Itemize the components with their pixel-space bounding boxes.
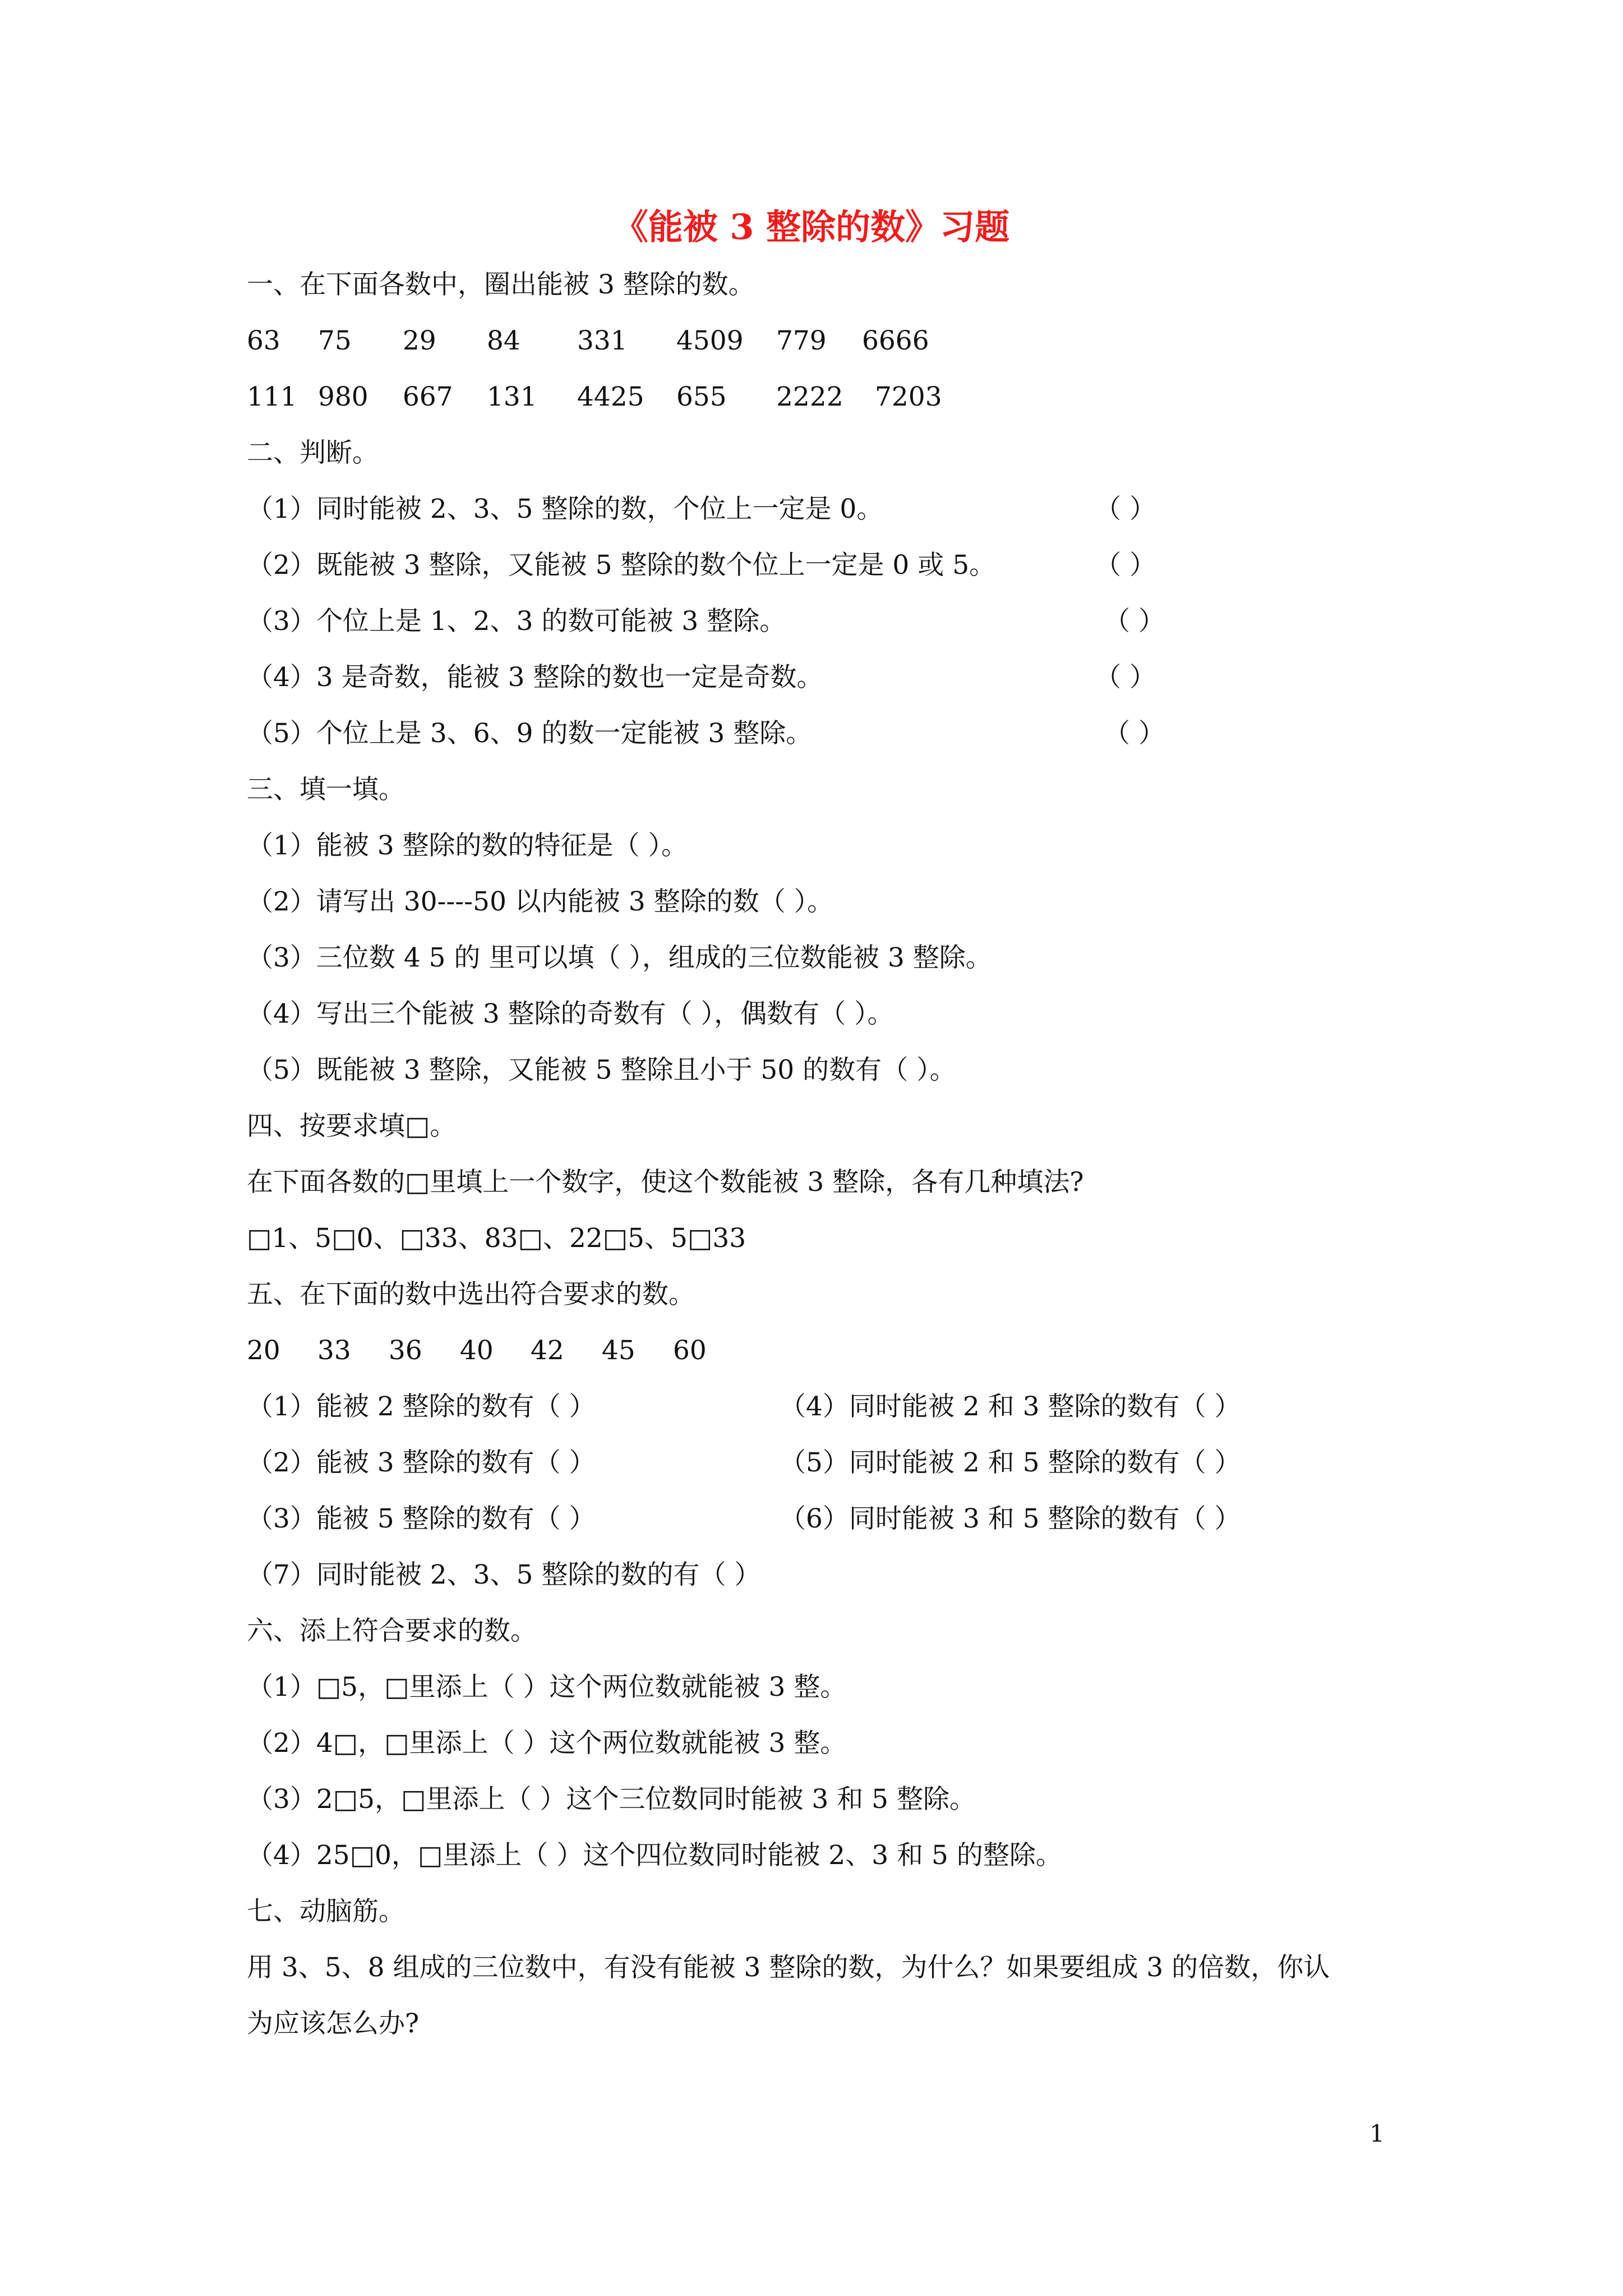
add-item-2: （2）4□，□里添上（ ）这个两位数就能被 3 整。	[247, 1728, 847, 1759]
number-item: 45	[602, 1335, 635, 1366]
page-title: 《能被 3 整除的数》习题	[613, 206, 1010, 247]
select-item-2: （2）能被 3 整除的数有（ ）	[247, 1447, 596, 1478]
section-4-instruction: 在下面各数的□里填上一个数字，使这个数能被 3 整除，各有几种填法?	[247, 1167, 1084, 1198]
fill-item-4: （4）写出三个能被 3 整除的奇数有（ ），偶数有（ ）。	[247, 999, 894, 1029]
fill-item-5: （5）既能被 3 整除，又能被 5 整除且小于 50 的数有（ ）。	[247, 1055, 956, 1085]
answer-parentheses: （ ）	[1095, 550, 1156, 581]
number-item: 667	[403, 381, 453, 412]
add-item-1: （1）□5，□里添上（ ）这个两位数就能被 3 整。	[247, 1672, 847, 1703]
fill-item-3: （3）三位数 4 5 的 里可以填（ ），组成的三位数能被 3 整除。	[247, 942, 992, 973]
number-item: 7203	[875, 381, 942, 412]
add-item-3: （3）2□5，□里添上（ ）这个三位数同时能被 3 和 5 整除。	[247, 1784, 976, 1815]
select-item-6: （6）同时能被 3 和 5 整除的数有（ ）	[780, 1503, 1241, 1534]
section-4-numbers: □1、5□0、□33、83□、22□5、5□33	[247, 1223, 746, 1254]
number-item: 4425	[577, 381, 644, 412]
section-3-heading: 三、填一填。	[247, 774, 405, 805]
select-item-7: （7）同时能被 2、3、5 整除的数的有（ ）	[247, 1559, 761, 1590]
number-item: 655	[676, 381, 727, 412]
judgement-item-2: （2）既能被 3 整除，又能被 5 整除的数个位上一定是 0 或 5。	[247, 550, 996, 581]
number-item: 779	[776, 325, 827, 356]
judgement-item-5: （5）个位上是 3、6、9 的数一定能被 3 整除。	[247, 718, 813, 749]
select-item-1: （1）能被 2 整除的数有（ ）	[247, 1391, 596, 1422]
answer-parentheses: （ ）	[1095, 494, 1156, 524]
number-item: 131	[487, 381, 537, 412]
fill-item-2: （2）请写出 30----50 以内能被 3 整除的数（ ）。	[247, 886, 834, 917]
judgement-item-4: （4）3 是奇数，能被 3 整除的数也一定是奇数。	[247, 662, 823, 693]
fill-item-1: （1）能被 3 整除的数的特征是（ ）。	[247, 830, 688, 861]
section-7-heading: 七、动脑筋。	[247, 1896, 405, 1927]
number-item: 29	[403, 325, 436, 356]
add-item-4: （4）25□0，□里添上（ ）这个四位数同时能被 2、3 和 5 的整除。	[247, 1840, 1062, 1871]
section-7-question-line-1: 用 3、5、8 组成的三位数中，有没有能被 3 整除的数，为什么？如果要组成 3 的倍数，你认	[247, 1952, 1330, 1983]
select-item-5: （5）同时能被 2 和 5 整除的数有（ ）	[780, 1447, 1241, 1478]
answer-parentheses: （ ）	[1104, 606, 1165, 637]
section-1-heading: 一、在下面各数中，圈出能被 3 整除的数。	[247, 269, 755, 300]
number-item: 2222	[776, 381, 843, 412]
number-item: 63	[247, 325, 280, 356]
number-item: 980	[318, 381, 368, 412]
select-item-4: （4）同时能被 2 和 3 整除的数有（ ）	[780, 1391, 1241, 1422]
select-item-3: （3）能被 5 整除的数有（ ）	[247, 1503, 596, 1534]
section-7-question-line-2: 为应该怎么办?	[247, 2008, 419, 2039]
number-item: 60	[673, 1335, 707, 1366]
number-item: 84	[487, 325, 520, 356]
number-item: 331	[577, 325, 628, 356]
section-4-heading: 四、按要求填□。	[247, 1111, 457, 1142]
number-item: 6666	[862, 325, 929, 356]
judgement-item-3: （3）个位上是 1、2、3 的数可能被 3 整除。	[247, 606, 786, 637]
number-item: 4509	[676, 325, 744, 356]
section-6-heading: 六、添上符合要求的数。	[247, 1616, 537, 1646]
section-5-heading: 五、在下面的数中选出符合要求的数。	[247, 1279, 695, 1310]
number-item: 40	[460, 1335, 494, 1366]
number-item: 33	[317, 1335, 351, 1366]
judgement-item-1: （1）同时能被 2、3、5 整除的数，个位上一定是 0。	[247, 494, 883, 524]
number-item: 20	[247, 1335, 280, 1366]
answer-parentheses: （ ）	[1104, 718, 1165, 749]
number-item: 75	[318, 325, 352, 356]
section-2-heading: 二、判断。	[247, 438, 379, 468]
page-number: 1	[1370, 2120, 1385, 2147]
answer-parentheses: （ ）	[1095, 662, 1156, 693]
number-item: 36	[389, 1335, 422, 1366]
number-item: 42	[531, 1335, 564, 1366]
number-item: 111	[247, 381, 297, 412]
